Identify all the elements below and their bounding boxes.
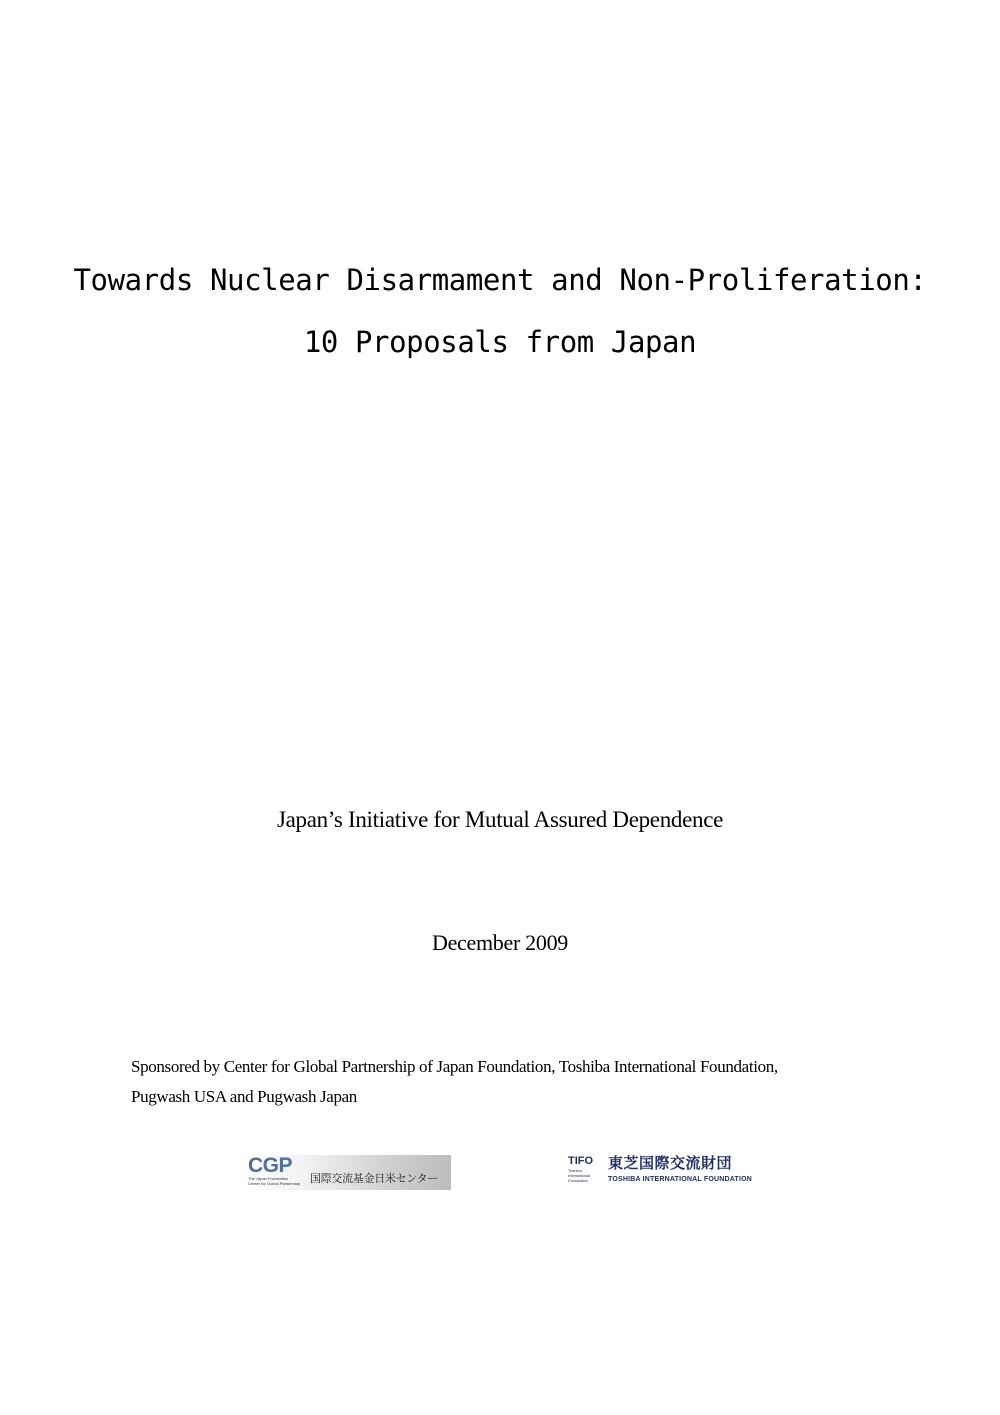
document-title-line-2: 10 Proposals from Japan — [303, 325, 697, 359]
tifo-logo-mark: TIFO — [568, 1155, 594, 1167]
sponsors-line-1: Sponsored by Center for Global Partnership of Japan Foundation, Toshiba International Foundation, — [131, 1057, 778, 1076]
tifo-logo-subtext-line-2: International — [568, 1173, 591, 1178]
tifo-logo-english-name: TOSHIBA INTERNATIONAL FOUNDATION — [608, 1176, 753, 1183]
document-subtitle: Japan’s Initiative for Mutual Assured Dependence — [276, 807, 724, 832]
tifo-logo-subtext — [568, 1168, 590, 1183]
sponsors-statement — [131, 1052, 931, 1112]
tifo-logo-subtext-line-3: Foundation — [568, 1178, 589, 1183]
cgp-logo-mark: CGP — [248, 1154, 293, 1177]
cgp-logo-subtext — [248, 1176, 312, 1186]
tifo-logo-subtext-line-1: Toshiba — [568, 1168, 582, 1173]
document-title-line-1: Towards Nuclear Disarmament and Non-Proliferation: — [73, 263, 927, 297]
cgp-logo-japanese-name: 国際交流基金日米センター — [310, 1172, 438, 1185]
document-date: December 2009 — [432, 930, 568, 955]
tifo-logo — [568, 1156, 758, 1186]
cgp-logo-subtext-line-1: The Japan Foundation — [248, 1176, 289, 1181]
cgp-logo-subtext-line-2: Center for Global Partnership — [248, 1181, 301, 1186]
tifo-logo-japanese-name: 東芝国際交流財団 — [608, 1154, 733, 1172]
cgp-logo — [242, 1155, 451, 1190]
sponsors-line-2: Pugwash USA and Pugwash Japan — [131, 1087, 357, 1106]
